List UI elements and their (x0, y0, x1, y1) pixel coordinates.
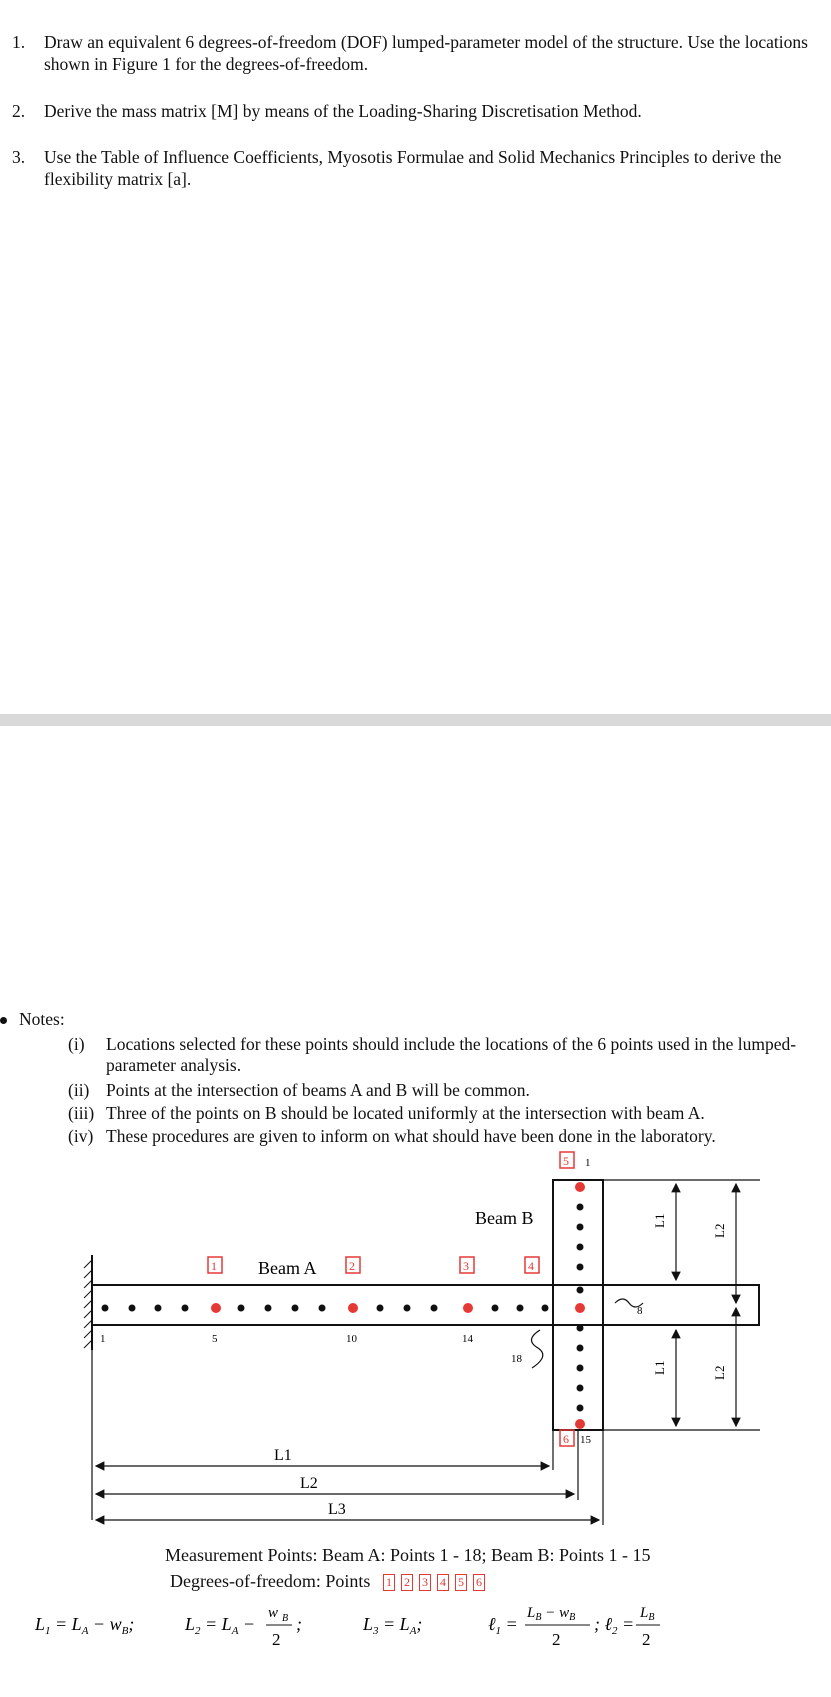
dim-label: L1 (652, 1213, 667, 1228)
dof-box-5 (560, 1152, 574, 1168)
note-item (60, 1080, 820, 1101)
note-text: These procedures are given to inform on what should have been done in the laboratory. (106, 1126, 716, 1146)
question-2 (12, 100, 817, 122)
svg-text:3: 3 (463, 1259, 469, 1273)
page-divider (0, 714, 831, 726)
notes-title (0, 1009, 65, 1030)
point-label: 10 (346, 1333, 357, 1345)
point-label: 14 (462, 1333, 473, 1345)
dof-box-4 (525, 1257, 539, 1273)
dim-label-l1: L1 (274, 1447, 292, 1464)
svg-text:6: 6 (563, 1432, 569, 1446)
note-text: Three of the points on B should be located uniformly at the intersection with beam A. (106, 1103, 705, 1123)
note-number: (iii) (68, 1103, 95, 1123)
dof-box: 6 (473, 1574, 485, 1591)
right-dimensions (603, 1180, 760, 1430)
dof-box-2 (346, 1257, 360, 1273)
formula-5-num: $L_B$ (640, 1605, 655, 1623)
dof-line (170, 1571, 485, 1592)
svg-text:1: 1 (211, 1259, 217, 1273)
beam-b-label: Beam B (475, 1208, 534, 1228)
formula-2-num-sub: B (282, 1613, 289, 1624)
question-text: Use the Table of Influence Coefficients, Myosotis Formulae and Solid Mechanics Principles to derive the flexibility matrix [a]. (44, 147, 782, 189)
measurement-points: Measurement Points: Beam A: Points 1 - 18; Beam B: Points 1 - 15 (165, 1545, 651, 1565)
question-text: Derive the mass matrix [M] by means of the Loading-Sharing Discretisation Method. (44, 101, 642, 121)
question-number: 2. (12, 101, 26, 121)
note-number: (ii) (68, 1080, 90, 1100)
note-item (60, 1103, 820, 1124)
point-label: 15 (580, 1434, 591, 1446)
note-number: (iv) (68, 1126, 94, 1146)
question-number: 1. (12, 32, 26, 52)
note-number: (i) (68, 1034, 85, 1054)
dof-box: 2 (401, 1574, 413, 1591)
dim-label: L2 (712, 1223, 727, 1238)
question-3 (12, 146, 817, 190)
formula-3: $L_3 = L_A$; (363, 1614, 423, 1637)
svg-text:2: 2 (349, 1259, 355, 1273)
dof-box-6 (560, 1430, 574, 1446)
svg-text:5: 5 (563, 1154, 569, 1168)
dof-list (383, 1574, 485, 1591)
note-item (60, 1034, 820, 1076)
formula-5: ; ℓ$_2$ = (594, 1614, 635, 1637)
formula-4: ℓ$_1$ = (488, 1614, 518, 1637)
beam-a-label: Beam A (258, 1258, 317, 1278)
dim-label-l3: L3 (328, 1501, 346, 1518)
notes-label: Notes: (19, 1009, 65, 1029)
dim-label: L1 (652, 1360, 667, 1375)
question-1 (12, 31, 817, 75)
leader-line (531, 1330, 542, 1368)
question-number: 3. (12, 147, 26, 167)
structure-diagram (0, 1140, 831, 1540)
formulas (30, 1595, 790, 1675)
dof-box: 1 (383, 1574, 395, 1591)
formula-4-num: $L_B - w_B$ (527, 1605, 576, 1623)
point-label: 5 (212, 1333, 218, 1345)
dof-box: 3 (419, 1574, 431, 1591)
beam-a (92, 1285, 759, 1325)
point-label: 1 (585, 1157, 591, 1169)
formula-2: $L_2 = L_A$ − (185, 1614, 256, 1637)
dof-box-1 (208, 1257, 222, 1273)
dof-label: Degrees-of-freedom: Points (170, 1571, 371, 1591)
dof-box: 5 (455, 1574, 467, 1591)
svg-text:;: ; (296, 1614, 302, 1634)
dof-box: 4 (437, 1574, 449, 1591)
point-label: 1 (100, 1333, 106, 1345)
dim-label-l2: L2 (300, 1475, 318, 1492)
svg-text:4: 4 (528, 1259, 534, 1273)
dim-label: L2 (712, 1365, 727, 1380)
bullet-icon (0, 1017, 7, 1024)
bottom-dimensions (92, 1335, 603, 1525)
dof-box-3 (460, 1257, 474, 1273)
point-label: 18 (511, 1353, 522, 1365)
formula-1: $L_1 = L_A - w_B$; (35, 1614, 135, 1637)
note-text: Points at the intersection of beams A and B will be common. (106, 1080, 530, 1100)
fixed-support (84, 1255, 92, 1350)
leader-line (615, 1299, 643, 1307)
formula-4-den: 2 (552, 1630, 561, 1649)
formula-2-den: 2 (272, 1630, 281, 1649)
point-label: 8 (637, 1305, 643, 1317)
note-text: Locations selected for these points should include the locations of the 6 points used in the lumped-parameter analysis. (106, 1034, 797, 1075)
formula-2-num: w (268, 1605, 279, 1621)
beam-a-points (102, 1303, 586, 1313)
question-text: Draw an equivalent 6 degrees-of-freedom (DOF) lumped-parameter model of the structure. Use the locations shown in Figure 1 for the degrees-of-freedom. (44, 32, 808, 74)
formula-5-den: 2 (642, 1630, 651, 1649)
